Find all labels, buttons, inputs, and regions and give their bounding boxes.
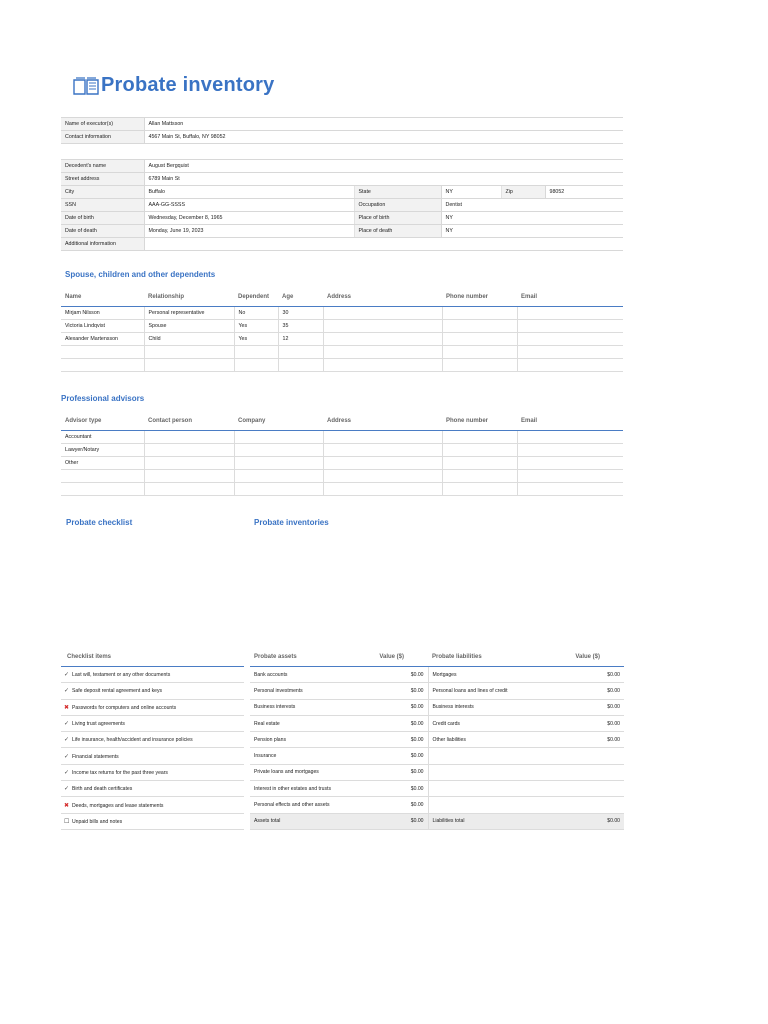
checklist-item-text: Safe deposit rental agreement and keys [72, 688, 163, 695]
dob-label: Date of birth [61, 212, 144, 225]
table-row [61, 238, 623, 251]
table-cell[interactable] [323, 346, 442, 359]
column-header: Email [517, 412, 623, 431]
checklist-column-header: Checklist items [61, 648, 244, 667]
table-cell[interactable]: Yes [234, 320, 278, 333]
table-row [61, 118, 623, 131]
table-cell[interactable]: Mirjam Nilsson [61, 307, 144, 320]
table-header-row [250, 648, 624, 667]
column-header: Phone number [442, 288, 517, 307]
checkmark-icon[interactable]: ✓ [64, 753, 70, 760]
inventories-heading: Probate inventories [254, 518, 329, 527]
list-item [61, 797, 244, 813]
table-cell[interactable] [442, 307, 517, 320]
liability-value[interactable]: $0.00 [528, 667, 624, 683]
advisors-table [61, 412, 623, 496]
contact-info-label: Contact information [61, 131, 144, 144]
asset-value[interactable]: $0.00 [350, 764, 428, 780]
table-cell[interactable] [323, 444, 442, 457]
liability-value-column-header: Value ($) [528, 648, 624, 667]
asset-value[interactable]: $0.00 [350, 715, 428, 731]
table-cell[interactable] [323, 333, 442, 346]
list-item [61, 813, 244, 829]
table-cell[interactable]: No [234, 307, 278, 320]
liability-value[interactable]: $0.00 [528, 732, 624, 748]
checklist-item[interactable] [61, 781, 244, 797]
table-cell[interactable]: Accountant [61, 431, 144, 444]
ssn-value[interactable]: AAA-GG-SSSS [144, 199, 354, 212]
checklist-item-text: Passwords for computers and online accounts [72, 704, 177, 711]
checklist-item-text: Deeds, mortgages and lease statements [72, 802, 164, 809]
liability-name [428, 797, 528, 813]
street-label: Street address [61, 173, 144, 186]
checklist-item-text: Living trust agreements [72, 721, 125, 728]
table-header-row [61, 648, 244, 667]
table-row [250, 764, 624, 780]
checkmark-icon[interactable]: ✓ [64, 769, 70, 776]
asset-name: Private loans and mortgages [250, 764, 350, 780]
table-cell[interactable] [278, 346, 323, 359]
table-row [250, 667, 624, 683]
table-cell[interactable]: Yes [234, 333, 278, 346]
table-cell[interactable]: 35 [278, 320, 323, 333]
book-icon [72, 75, 100, 97]
assets-column-header: Probate assets [250, 648, 350, 667]
liability-name: Other liabilities [428, 732, 528, 748]
table-cell[interactable]: Personal representative [144, 307, 234, 320]
list-item [61, 715, 244, 731]
table-row [61, 199, 623, 212]
table-cell[interactable]: Lawyer/Notary [61, 444, 144, 457]
table-row [61, 307, 623, 320]
checkmark-icon[interactable]: ✓ [64, 672, 70, 679]
column-header: Company [234, 412, 323, 431]
table-row [61, 431, 623, 444]
contact-info-value[interactable]: 4567 Main St, Buffalo, NY 98052 [144, 131, 623, 144]
occupation-label: Occupation [354, 199, 441, 212]
checklist-item[interactable] [61, 813, 244, 829]
checklist-body [61, 667, 244, 830]
checklist-item[interactable] [61, 667, 244, 683]
table-cell[interactable] [517, 444, 623, 457]
zip-label: Zip [501, 186, 545, 199]
executor-table [61, 117, 623, 144]
asset-value[interactable]: $0.00 [350, 699, 428, 715]
column-header: Address [323, 288, 442, 307]
asset-value[interactable]: $0.00 [350, 683, 428, 699]
additional-info-value[interactable] [144, 238, 623, 251]
table-cell[interactable]: Victoria Lindqvist [61, 320, 144, 333]
table-cell[interactable] [517, 307, 623, 320]
checklist-item-text: Financial statements [72, 753, 119, 760]
list-item [61, 667, 244, 683]
inventory-body [250, 667, 624, 814]
table-row [250, 715, 624, 731]
table-row [61, 131, 623, 144]
table-cell[interactable] [442, 333, 517, 346]
table-row [61, 483, 623, 496]
table-cell[interactable]: Child [144, 333, 234, 346]
table-cell[interactable] [234, 346, 278, 359]
totals-row [250, 813, 624, 829]
advisors-body [61, 431, 623, 496]
table-row [61, 173, 623, 186]
checklist-item[interactable] [61, 764, 244, 780]
state-label: State [354, 186, 441, 199]
pod-value[interactable]: NY [441, 225, 623, 238]
table-cell[interactable] [442, 359, 517, 372]
decedent-table [61, 159, 623, 251]
table-cell[interactable] [234, 457, 323, 470]
table-cell[interactable] [234, 359, 278, 372]
table-row [61, 444, 623, 457]
table-cell[interactable]: 30 [278, 307, 323, 320]
state-value[interactable]: NY [441, 186, 501, 199]
list-item [61, 781, 244, 797]
advisors-heading: Professional advisors [61, 394, 145, 403]
table-cell[interactable] [442, 444, 517, 457]
table-cell[interactable] [517, 320, 623, 333]
checklist-table [61, 648, 244, 830]
checkbox-icon[interactable]: ☐ [64, 818, 70, 825]
table-cell[interactable] [442, 431, 517, 444]
table-cell[interactable] [61, 346, 144, 359]
table-row [61, 333, 623, 346]
asset-name: Bank accounts [250, 667, 350, 683]
table-cell[interactable]: Spouse [144, 320, 234, 333]
liability-value[interactable]: $0.00 [528, 699, 624, 715]
table-cell[interactable] [442, 483, 517, 496]
table-cell[interactable] [517, 333, 623, 346]
table-cell[interactable] [323, 307, 442, 320]
table-cell[interactable] [323, 457, 442, 470]
liability-name [428, 764, 528, 780]
table-cell[interactable] [144, 470, 234, 483]
checklist-item[interactable] [61, 797, 244, 813]
table-cell[interactable] [442, 320, 517, 333]
table-header-row [61, 412, 623, 431]
dependents-body [61, 307, 623, 372]
asset-name: Pension plans [250, 732, 350, 748]
liability-value[interactable] [528, 764, 624, 780]
liability-value[interactable] [528, 797, 624, 813]
asset-name: Personal investments [250, 683, 350, 699]
table-cell[interactable] [234, 470, 323, 483]
list-item [61, 732, 244, 748]
decedent-name-value[interactable]: August Bergquist [144, 160, 623, 173]
column-header: Email [517, 288, 623, 307]
pob-value[interactable]: NY [441, 212, 623, 225]
table-row [61, 320, 623, 333]
table-cell[interactable] [144, 444, 234, 457]
table-cell[interactable] [517, 359, 623, 372]
checkmark-icon[interactable]: ✓ [64, 786, 70, 793]
title-row [72, 74, 274, 97]
table-row [250, 683, 624, 699]
liability-value[interactable]: $0.00 [528, 715, 624, 731]
table-cell[interactable]: 12 [278, 333, 323, 346]
dod-value[interactable]: Monday, June 19, 2023 [144, 225, 354, 238]
city-value[interactable]: Buffalo [144, 186, 354, 199]
table-cell[interactable]: Other [61, 457, 144, 470]
asset-name: Business interests [250, 699, 350, 715]
checkmark-icon[interactable]: ✓ [64, 721, 70, 728]
asset-name: Real estate [250, 715, 350, 731]
table-row [61, 160, 623, 173]
dependents-heading: Spouse, children and other dependents [65, 270, 216, 279]
table-cell[interactable] [323, 470, 442, 483]
table-cell[interactable] [323, 431, 442, 444]
executor-name-label: Name of executor(s) [61, 118, 144, 131]
dod-label: Date of death [61, 225, 144, 238]
checkmark-icon[interactable]: ✓ [64, 737, 70, 744]
asset-value[interactable]: $0.00 [350, 748, 428, 764]
checklist-item[interactable] [61, 683, 244, 699]
table-header-row [61, 288, 623, 307]
asset-value[interactable]: $0.00 [350, 732, 428, 748]
table-cell[interactable] [323, 320, 442, 333]
additional-info-label: Additional information [61, 238, 144, 251]
liabilities-total-value: $0.00 [528, 813, 624, 829]
table-cell[interactable] [323, 359, 442, 372]
table-row [61, 457, 623, 470]
list-item [61, 748, 244, 764]
table-cell[interactable] [234, 444, 323, 457]
table-cell[interactable] [234, 483, 323, 496]
table-row [61, 212, 623, 225]
asset-name: Insurance [250, 748, 350, 764]
liability-name: Business interests [428, 699, 528, 715]
checklist-item[interactable] [61, 748, 244, 764]
pob-label: Place of birth [354, 212, 441, 225]
table-cell[interactable] [278, 359, 323, 372]
checklist-item-text: Unpaid bills and notes [72, 818, 123, 825]
decedent-name-label: Decedent's name [61, 160, 144, 173]
cross-icon[interactable]: ✖ [64, 704, 70, 711]
column-header: Dependent [234, 288, 278, 307]
table-cell[interactable] [144, 359, 234, 372]
inventory-table [250, 648, 624, 830]
checklist-item-text: Last will, testament or any other documents [72, 672, 171, 679]
dob-value[interactable]: Wednesday, December 8, 1965 [144, 212, 354, 225]
checklist-item-text: Income tax returns for the past three years [72, 769, 168, 776]
table-cell[interactable] [61, 470, 144, 483]
list-item [61, 683, 244, 699]
table-row [61, 186, 623, 199]
column-header: Phone number [442, 412, 517, 431]
table-cell[interactable] [517, 431, 623, 444]
asset-name: Personal effects and other assets [250, 797, 350, 813]
table-row [61, 470, 623, 483]
executor-name-value[interactable]: Allan Mattsson [144, 118, 623, 131]
column-header: Name [61, 288, 144, 307]
column-header: Advisor type [61, 412, 144, 431]
liability-value[interactable]: $0.00 [528, 683, 624, 699]
liabilities-column-header: Probate liabilities [428, 648, 528, 667]
table-cell[interactable] [517, 457, 623, 470]
table-cell[interactable] [144, 483, 234, 496]
column-header: Relationship [144, 288, 234, 307]
asset-value[interactable]: $0.00 [350, 667, 428, 683]
table-cell[interactable] [442, 457, 517, 470]
checklist-heading: Probate checklist [66, 518, 133, 527]
list-item [61, 699, 244, 715]
street-value[interactable]: 6789 Main St [144, 173, 623, 186]
column-header: Age [278, 288, 323, 307]
liability-name [428, 781, 528, 797]
table-row [250, 732, 624, 748]
list-item [61, 764, 244, 780]
table-cell[interactable] [144, 346, 234, 359]
page-title: Probate inventory [101, 74, 275, 96]
liability-name: Credit cards [428, 715, 528, 731]
column-header: Address [323, 412, 442, 431]
liability-value[interactable] [528, 748, 624, 764]
cross-icon[interactable]: ✖ [64, 802, 70, 809]
table-row [250, 748, 624, 764]
table-cell[interactable] [234, 431, 323, 444]
checklist-item[interactable] [61, 715, 244, 731]
table-cell[interactable] [61, 483, 144, 496]
city-label: City [61, 186, 144, 199]
table-cell[interactable] [61, 359, 144, 372]
table-cell[interactable] [442, 470, 517, 483]
zip-value[interactable]: 98052 [545, 186, 623, 199]
liability-name [428, 748, 528, 764]
table-cell[interactable] [323, 483, 442, 496]
checklist-item-text: Life insurance, health/accident and insurance policies [72, 737, 193, 744]
liability-name: Personal loans and lines of credit [428, 683, 528, 699]
asset-value-column-header: Value ($) [350, 648, 428, 667]
asset-value[interactable]: $0.00 [350, 781, 428, 797]
table-row [250, 699, 624, 715]
table-cell[interactable] [517, 470, 623, 483]
table-cell[interactable] [442, 346, 517, 359]
table-row [61, 359, 623, 372]
liability-name: Mortgages [428, 667, 528, 683]
checklist-item[interactable] [61, 699, 244, 715]
table-row [61, 225, 623, 238]
liabilities-total-label: Liabilities total [428, 813, 528, 829]
ssn-label: SSN [61, 199, 144, 212]
checklist-item[interactable] [61, 732, 244, 748]
occupation-value[interactable]: Dentist [441, 199, 623, 212]
asset-name: Interest in other estates and trusts [250, 781, 350, 797]
table-row [250, 781, 624, 797]
assets-total-value: $0.00 [350, 813, 428, 829]
checkmark-icon[interactable]: ✓ [64, 688, 70, 695]
pod-label: Place of death [354, 225, 441, 238]
table-cell[interactable] [144, 431, 234, 444]
column-header: Contact person [144, 412, 234, 431]
table-row [61, 346, 623, 359]
liability-value[interactable] [528, 781, 624, 797]
table-cell[interactable]: Alexander Martensson [61, 333, 144, 346]
asset-value[interactable]: $0.00 [350, 797, 428, 813]
table-cell[interactable] [517, 483, 623, 496]
table-cell[interactable] [517, 346, 623, 359]
table-row [250, 797, 624, 813]
table-cell[interactable] [144, 457, 234, 470]
dependents-table [61, 288, 623, 372]
checklist-item-text: Birth and death certificates [72, 786, 133, 793]
assets-total-label: Assets total [250, 813, 350, 829]
